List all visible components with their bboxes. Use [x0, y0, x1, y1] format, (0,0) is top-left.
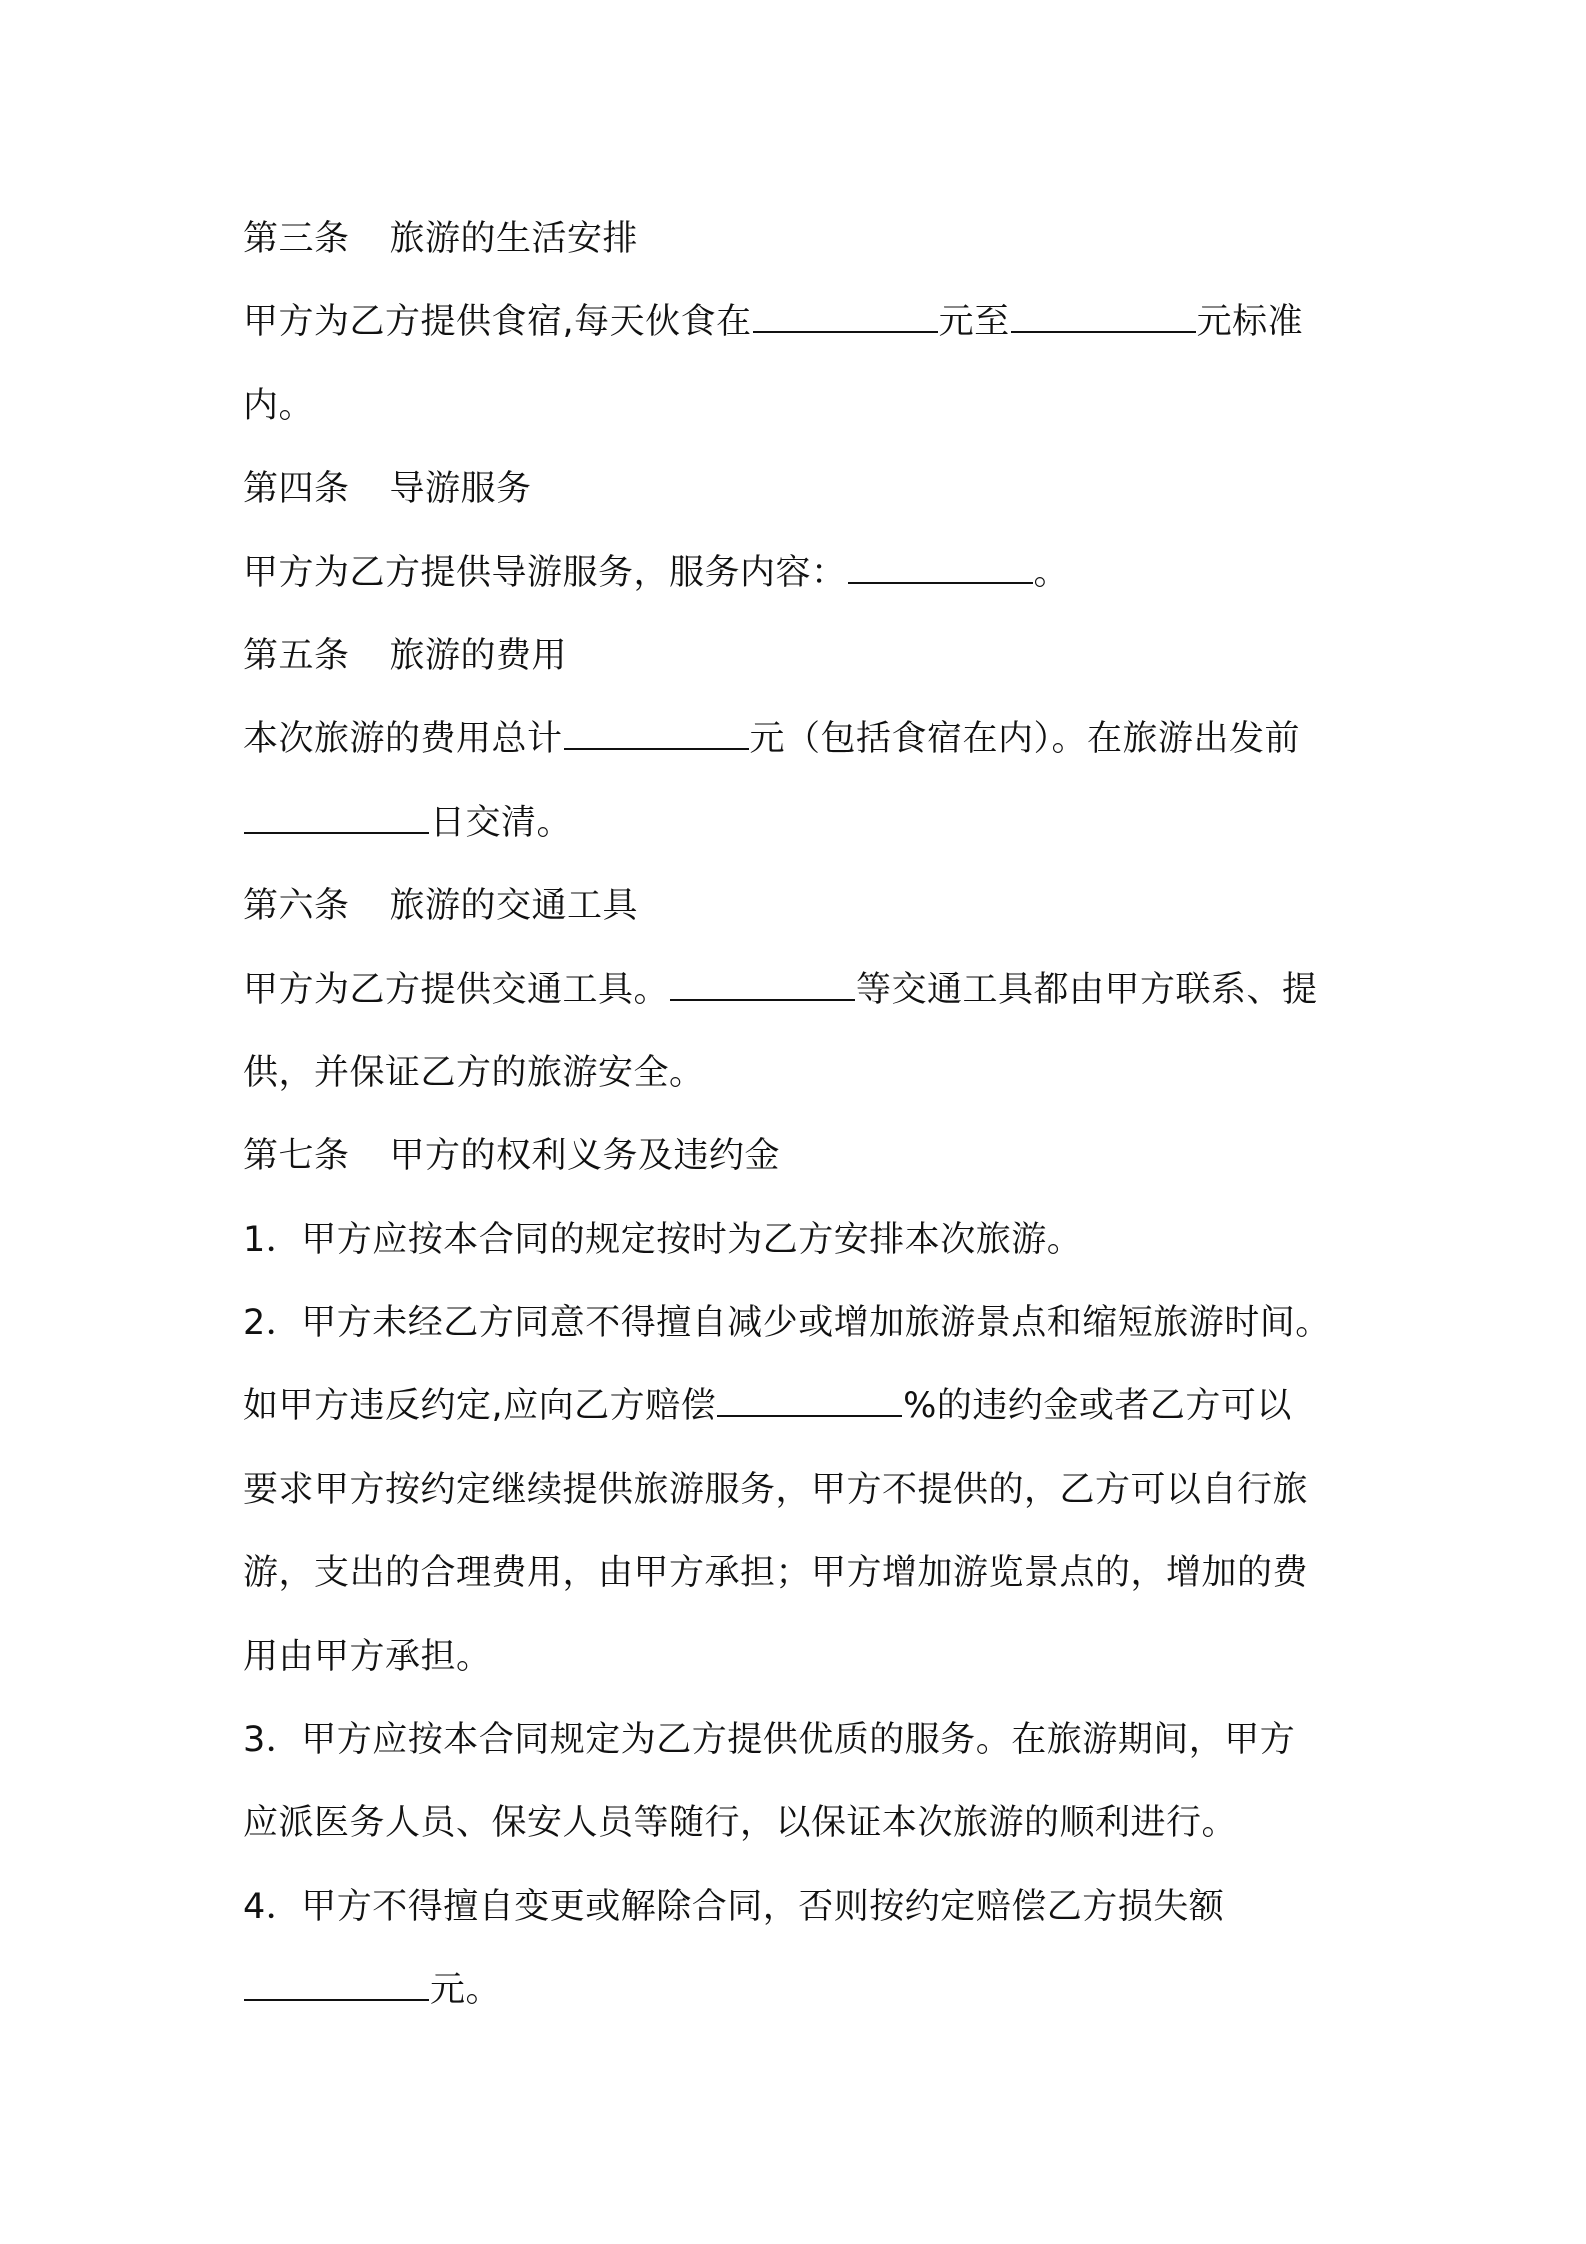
article-7-item-3-line-2: 应派医务人员、保安人员等随行，以保证本次旅游的顺利进行。	[243, 1803, 1238, 1844]
text: 元。	[430, 1970, 502, 2011]
article-title: 旅游的交通工具	[389, 886, 639, 927]
article-5-line-1	[243, 698, 1373, 781]
article-number: 第四条	[243, 469, 350, 510]
text: 。	[1033, 552, 1070, 593]
fill-blank	[564, 718, 749, 750]
article-7-item-4: 4．甲方不得擅自变更或解除合同，否则按约定赔偿乙方损失额	[243, 1886, 1225, 1927]
text: 元（包括食宿在内）。在旅游出发前	[749, 719, 1301, 760]
article-6-heading	[243, 865, 1373, 948]
article-title: 甲方的权利义务及违约金	[389, 1136, 781, 1177]
article-7-item-1: 1．甲方应按本合同的规定按时为乙方安排本次旅游。	[243, 1219, 1083, 1260]
article-7-heading	[243, 1115, 1373, 1198]
article-3-heading	[243, 198, 1373, 281]
fill-blank	[753, 301, 938, 333]
article-6-line-2: 供，并保证乙方的旅游安全。	[243, 1052, 705, 1093]
text: 如甲方违反约定,应向乙方赔偿	[243, 1386, 717, 1427]
article-7-item-2: 2．甲方未经乙方同意不得擅自减少或增加旅游景点和缩短旅游时间。	[243, 1303, 1331, 1344]
article-5-heading	[243, 615, 1373, 698]
text: 元至	[938, 302, 1010, 343]
article-7-item-3: 3．甲方应按本合同规定为乙方提供优质的服务。在旅游期间，甲方	[243, 1720, 1296, 1761]
fill-blank	[717, 1385, 902, 1417]
article-3-line-2: 内。	[243, 385, 315, 426]
fill-blank	[1011, 301, 1196, 333]
article-7-item-2-line-5: 用由甲方承担。	[243, 1636, 492, 1677]
text: 元标准	[1196, 302, 1304, 343]
article-number: 第六条	[243, 886, 350, 927]
fill-blank	[670, 969, 855, 1001]
contract-page	[243, 198, 1373, 2033]
article-7-item-2-line-2	[243, 1365, 1373, 1448]
text: 日交清。	[430, 802, 573, 843]
article-4-line-1	[243, 532, 1373, 615]
text: 本次旅游的费用总计	[243, 719, 563, 760]
article-6-line-1	[243, 949, 1373, 1032]
article-3-line-1	[243, 281, 1373, 364]
fill-blank	[244, 1969, 429, 2001]
text: 甲方为乙方提供导游服务，服务内容：	[243, 552, 847, 593]
article-5-line-2	[243, 782, 1373, 865]
text: 等交通工具都由甲方联系、提	[856, 969, 1318, 1010]
article-4-heading	[243, 448, 1373, 531]
text: 甲方为乙方提供交通工具。	[243, 969, 670, 1010]
article-title: 旅游的生活安排	[389, 219, 639, 259]
text: %的违约金或者乙方可以	[903, 1386, 1292, 1427]
text: 甲方为乙方提供食宿,每天伙食在	[243, 302, 752, 343]
article-title: 导游服务	[389, 469, 532, 510]
fill-blank	[244, 802, 429, 834]
article-7-item-4-line-2	[243, 1949, 1373, 2032]
article-7-item-2-line-3: 要求甲方按约定继续提供旅游服务，甲方不提供的，乙方可以自行旅	[243, 1469, 1309, 1510]
fill-blank	[848, 552, 1033, 584]
article-number: 第五条	[243, 635, 350, 676]
article-number: 第七条	[243, 1136, 350, 1177]
article-7-item-2-line-4: 游，支出的合理费用，由甲方承担；甲方增加游览景点的，增加的费	[243, 1553, 1309, 1594]
article-number: 第三条	[243, 219, 350, 259]
article-title: 旅游的费用	[389, 635, 568, 676]
